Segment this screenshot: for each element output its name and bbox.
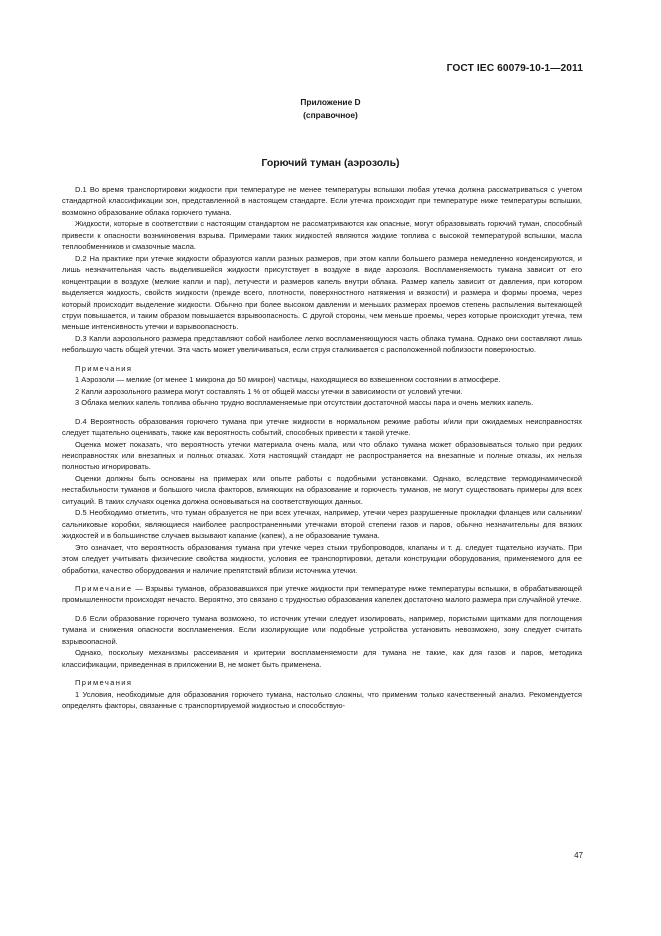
paragraph-d5-probability: Это означает, что вероятность образования тумана при утечке через стыки трубопроводов, клапаны и т. д. следует тщательно изучать. При этом следует учитывать физические свойства жидкости, условия ее транспортировки, детали конструкции оборудования, применяемого для ее обработки, качество оборудования и наличие препятствий вблизи источника утечки. xyxy=(62,542,582,575)
paragraph-d3: D.3 Капли аэрозольного размера представляют собой наиболее легко воспламеняющуюся часть облака тумана. Однако они составляют лишь небольшую часть общей утечки. Эта часть может увеличиваться, если струя сталкивается с расположенной поблизости поверхностью. xyxy=(62,333,582,355)
notes-heading-2: Примечания xyxy=(75,678,133,688)
paragraph-d2: D.2 На практике при утечке жидкости образуются капли разных размеров, при этом капли большего размера немедленно конденсируются, и лишь незначительная часть выделившейся жидкости присутствует в воздухе в виде аэрозоля. Воспламеняемость тумана зависит от его концентрации в воздухе (мелкие капли и пар), летучести и размеров капель внутри облака. Размер капель зависит от давления, при котором выделяется жидкость, свойств жидкости (прежде всего, плотности, поверхностного натяжения и вязкости) и размера и формы проема, через который происходит выделение жидкости. Обычно при более высоком давлении и меньших размерах проемов степень распыления вытекающей струи повышается, и таким образом повышается взрывоопасность. С другой стороны, чем меньше проемы, через которые происходит утечка, тем меньше интенсивность утечки и взрывоопасность. xyxy=(62,253,582,332)
note-label: Примечание xyxy=(75,583,133,593)
paragraph-d4: D.4 Вероятность образования горючего тумана при утечке жидкости в нормальном режиме работы и/или при ожидаемых неисправностях следует тщательно оценивать, также как вероятность событий, способных привести к такой утечке. xyxy=(62,416,582,438)
section-title: Горючий туман (аэрозоль) xyxy=(261,157,400,169)
note-conditions: 1 Условия, необходимые для образования горючего тумана, настолько сложны, что применим только качественный анализ. Рекомендуется определять факторы, связанные с транспортируемой жидкостью и способствую- xyxy=(62,689,582,711)
notes-heading: Примечания xyxy=(75,363,133,373)
annex-type: (справочное) xyxy=(303,110,358,120)
paragraph-d1: D.1 Во время транспортировки жидкости при температуре не менее температуры вспышки любая утечка должна рассматриваться с учетом стандартной классификации зон, представленной в настоящем стандарте. Если утечка происходит при температуре ниже температуры вспышки, возможно образование облака горючего тумана. xyxy=(62,185,582,217)
paragraph-d6: D.6 Если образование горючего тумана возможно, то источник утечки следует изолировать, например, пористыми щитками для поглощения тумана и снижения опасности воспламенения. Если изолирующие или подобные устройства установить невозможно, зону следует считать взрывоопасной. xyxy=(62,613,582,646)
paragraph-d4-examples: Оценки должны быть основаны на примерах или опыте работы с подобными установками. Однако, вследствие термодинамической нестабильности туманов и большого числа факторов, влияющих на образование и горючесть туманов, не могут существовать примеры для всех ситуаций. В таких случаях оценка должна основываться на соответствующих данных. xyxy=(62,473,582,506)
standard-designation: ГОСТ IEC 60079-10-1—2011 xyxy=(446,63,583,74)
note-explosions: Примечание — Взрывы туманов, образовавшихся при утечке жидкости при температуре ниже температуры вспышки, в обрабатывающей промышленности происходят нечасто. Вероятно, это связано с трудностью образования капелек достаточно малого размера при случайной утечке. xyxy=(62,583,582,605)
note-1: 1 Аэрозоли — мелкие (от менее 1 микрона до 50 микрон) частицы, находящиеся во взвешенном состоянии в атмосфере. xyxy=(75,375,501,385)
paragraph-d4-assessment: Оценка может показать, что вероятность утечки материала очень мала, или что облако тумана может образовываться только при редких неисправностях или внезапных и полных отказах. Хотя настоящий стандарт не распространяется на внезапные и полные отказы, их нельзя полностью игнорировать. xyxy=(62,439,582,472)
annex-label: Приложение D xyxy=(300,97,361,107)
note-3: 3 Облака мелких капель топлива обычно трудно воспламеняемые при отсутствии достаточной массы пара и очень мелких капель. xyxy=(75,398,534,408)
paragraph-d1-liquids: Жидкости, которые в соответствии с настоящим стандартом не рассматриваются как опасные, могут образовывать горючий туман, способный привести к опасности возникновения взрыва. Примерами таких жидкостей являются жидкие топлива с высокой температурой вспышки, масла теплообменников и смазочные масла. xyxy=(62,219,582,252)
paragraph-d5: D.5 Необходимо отметить, что туман образуется не при всех утечках, например, утечки через разрушенные прокладки фланцев или сальники/сальниковые коробки, являющиеся наиболее распространенными утечками второй степени газов и паров, обычно незначительны для вязких жидкостей и в большинстве случаев вызывают капание (капеж), а не образование тумана. xyxy=(62,508,582,541)
page-number: 47 xyxy=(574,851,583,860)
body-text xyxy=(62,184,582,711)
note-2: 2 Капли аэрозольного размера могут составлять 1 % от общей массы утечки в зависимости от условий утечки. xyxy=(75,386,463,396)
paragraph-d6-methodology: Однако, поскольку механизмы рассеивания и критерии воспламеняемости для тумана не такие, как для газов и паров, методика классификации, приведенная в приложении B, не может быть применена. xyxy=(62,648,582,669)
